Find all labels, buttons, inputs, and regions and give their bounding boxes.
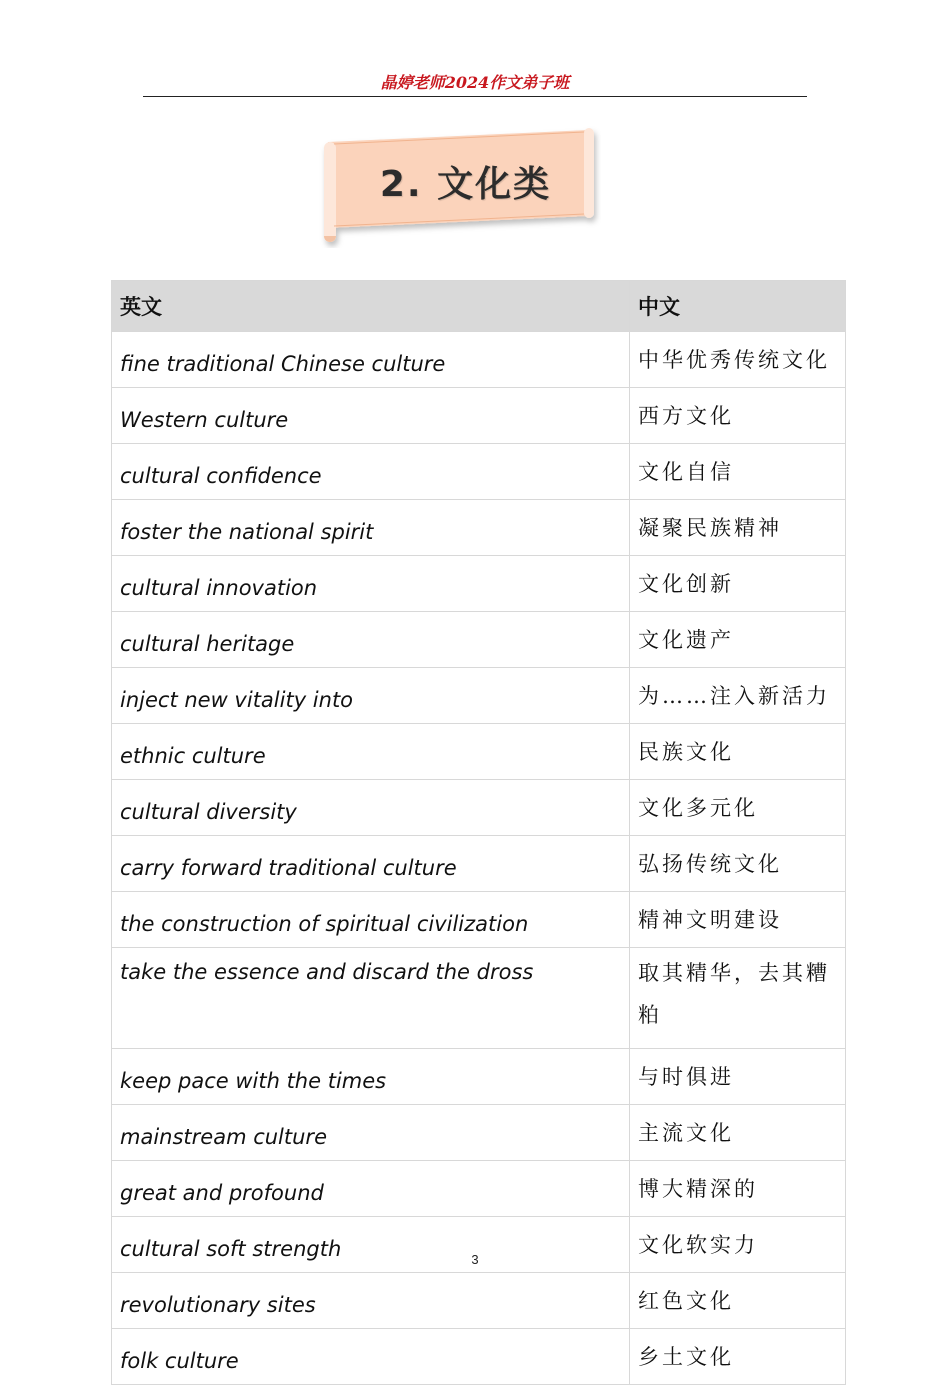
english-term: folk culture — [112, 1329, 630, 1385]
table-row — [112, 556, 846, 612]
english-term: keep pace with the times — [112, 1049, 630, 1105]
column-header-chinese: 中文 — [630, 281, 846, 332]
chinese-term: 博大精深的 — [630, 1161, 846, 1217]
english-term: fine traditional Chinese culture — [112, 332, 630, 388]
table-header-row — [112, 281, 846, 332]
english-term: cultural diversity — [112, 780, 630, 836]
english-term: cultural innovation — [112, 556, 630, 612]
english-term: great and profound — [112, 1161, 630, 1217]
chinese-term: 与时俱进 — [630, 1049, 846, 1105]
table-row — [112, 388, 846, 444]
table-row — [112, 500, 846, 556]
chinese-term: 文化多元化 — [630, 780, 846, 836]
chinese-term: 乡土文化 — [630, 1329, 846, 1385]
chinese-term: 取其精华，去其糟粕 — [630, 948, 846, 1049]
english-term: the construction of spiritual civilization — [112, 892, 630, 948]
table-row — [112, 836, 846, 892]
chinese-term: 为……注入新活力 — [630, 668, 846, 724]
table-row — [112, 668, 846, 724]
english-term: Western culture — [112, 388, 630, 444]
chinese-term: 中华优秀传统文化 — [630, 332, 846, 388]
english-term: mainstream culture — [112, 1105, 630, 1161]
header-divider — [143, 96, 807, 97]
table-row — [112, 1161, 846, 1217]
document-header-title: 晶婷老师2024作文弟子班 — [380, 73, 570, 92]
table-row — [112, 1105, 846, 1161]
english-term: cultural heritage — [112, 612, 630, 668]
english-term: inject new vitality into — [112, 668, 630, 724]
english-term: carry forward traditional culture — [112, 836, 630, 892]
chinese-term: 民族文化 — [630, 724, 846, 780]
table-row — [112, 612, 846, 668]
chinese-term: 弘扬传统文化 — [630, 836, 846, 892]
table-row — [112, 1273, 846, 1329]
table-row — [112, 948, 846, 1049]
english-term: cultural soft strength — [112, 1217, 630, 1273]
chinese-term: 文化软实力 — [630, 1217, 846, 1273]
page-number: 3 — [471, 1252, 479, 1267]
chinese-term: 西方文化 — [630, 388, 846, 444]
column-header-english: 英文 — [112, 281, 630, 332]
table-row — [112, 1329, 846, 1385]
table-row — [112, 780, 846, 836]
chinese-term: 文化自信 — [630, 444, 846, 500]
table-row — [112, 724, 846, 780]
table-row — [112, 332, 846, 388]
chinese-term: 红色文化 — [630, 1273, 846, 1329]
table-row — [112, 444, 846, 500]
table-row — [112, 1049, 846, 1105]
english-term: cultural confidence — [112, 444, 630, 500]
english-term: foster the national spirit — [112, 500, 630, 556]
table-row — [112, 892, 846, 948]
english-term: revolutionary sites — [112, 1273, 630, 1329]
section-title: 2. 文化类 — [379, 164, 552, 205]
section-banner — [316, 120, 601, 248]
chinese-term: 文化遗产 — [630, 612, 846, 668]
chinese-term: 凝聚民族精神 — [630, 500, 846, 556]
chinese-term: 精神文明建设 — [630, 892, 846, 948]
chinese-term: 文化创新 — [630, 556, 846, 612]
chinese-term: 主流文化 — [630, 1105, 846, 1161]
english-term: ethnic culture — [112, 724, 630, 780]
vocabulary-table — [111, 280, 846, 1385]
english-term: take the essence and discard the dross — [112, 948, 630, 1049]
